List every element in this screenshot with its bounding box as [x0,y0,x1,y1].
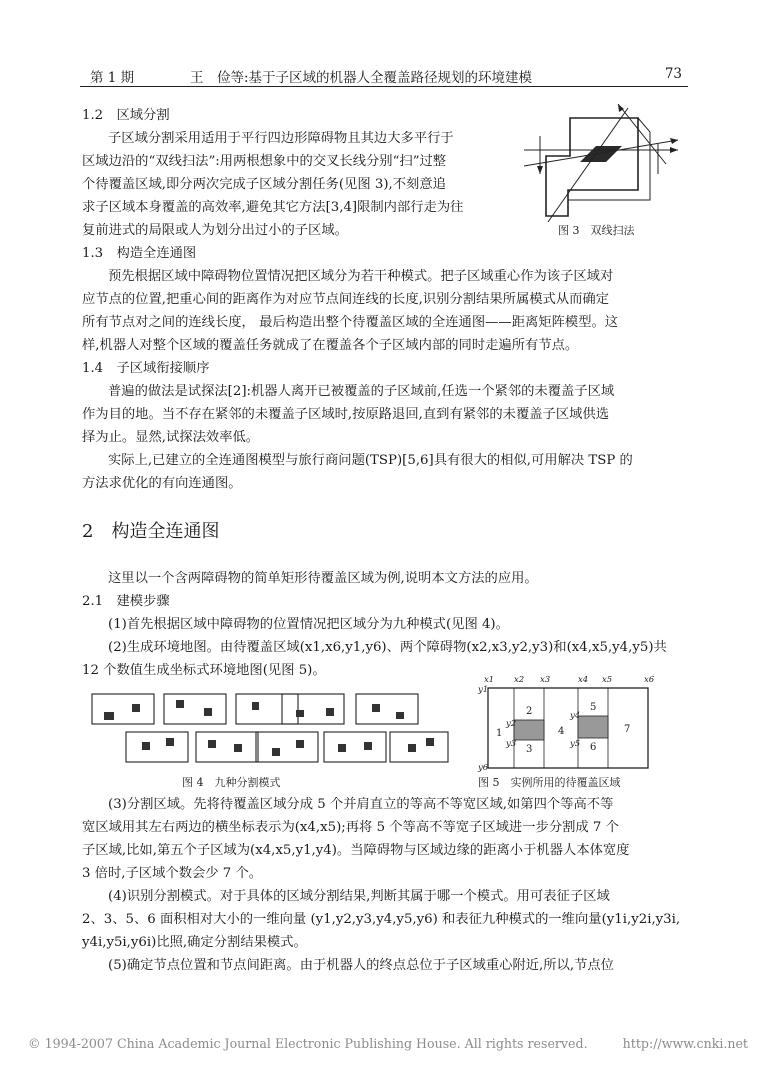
paragraph-line: (2)生成环境地图。由待覆盖区域(x1,x6,y1,y6)、两个障碍物(x2,x3,y2,y3)和(x4,x5,y4,y5)共 [108,640,667,655]
figure-5-region-map [474,676,656,776]
paragraph-line: 子区域分割采用适用于平行四边形障碍物且其边大多平行于 [108,131,454,146]
x-label: x5 [602,676,613,685]
paragraph-line: 所有节点对之间的连线长度， 最后构造出整个待覆盖区域的全连通图——距离矩阵模型。这 [82,315,619,330]
paragraph-line: (3)分割区域。先将待覆盖区域分成 5 个并肩直立的等高不等宽区域,如第四个等高不等 [108,797,614,812]
paragraph-line: 子区域,比如,第五个子区域为(x4,x5,y1,y4)。当障碍物与区域边缘的距离小于机器人本体宽度 [82,843,630,858]
region-label: 4 [558,726,565,737]
paragraph-line: 个待覆盖区域,即分两次完成子区域分割任务(见图 3),不刻意追 [82,177,446,192]
header-rule [80,86,688,87]
region-label: 3 [526,744,533,755]
section-1-2-heading: 1.2 区域分割 [82,108,170,123]
figure-4-caption: 图 4 九种分割模式 [182,776,281,789]
section-1-4-heading: 1.4 子区域衔接顺序 [82,361,210,376]
paragraph-line: (5)确定节点位置和节点间距离。由于机器人的终点总位于子区域重心附近,所以,节点位 [108,958,614,973]
region-label: 1 [496,728,503,739]
y-label: y5 [570,739,581,749]
paragraph-line: (1)首先根据区域中障碍物的位置情况把区域分为九种模式(见图 4)。 [108,617,509,632]
region-label: 5 [590,702,597,713]
page-number: 73 [664,66,682,82]
paragraph-line: 普遍的做法是试探法[2]:机器人离开已被覆盖的子区域前,任选一个紧邻的未覆盖子区域 [108,384,615,399]
x-label: x1 [484,676,495,685]
x-label: x6 [644,676,655,685]
region-label: 6 [590,742,597,753]
y-label: y1 [478,685,489,695]
running-header [80,66,688,86]
paragraph-line: (4)识别分割模式。对于具体的区域分割结果,判断其属于哪一个模式。用可表征子区域 [108,889,610,904]
paragraph-line: y4i,y5i,y6i)比照,确定分割结果模式。 [82,935,307,950]
obstacle-2 [578,716,608,738]
paragraph-line: 应节点的位置,把重心间的距离作为对应节点间连线的长度,识别分割结果所属模式从而确定 [82,292,610,307]
section-1-3-heading: 1.3 构造全连通图 [82,246,197,261]
figure-3-caption: 图 3 双线扫法 [558,224,635,237]
section-2-heading: 2 构造全连通图 [82,521,220,542]
region-label: 7 [624,724,631,735]
paragraph-line: 区域边沿的“双线扫法”:用两根想象中的交叉长线分别“扫”过整 [82,154,447,169]
paragraph-line: 实际上,已建立的全连通图模型与旅行商问题(TSP)[5,6]具有很大的相似,可用解决 TSP 的 [108,453,633,468]
obstacle-1 [514,720,544,740]
y-label: y3 [506,739,517,749]
footer [28,1036,748,1051]
y-label: y4 [570,711,581,721]
x-label: x4 [578,676,589,685]
paragraph-line: 宽区域用其左右两边的横坐标表示为(x4,x5);再将 5 个等高不等宽子区域进一步分割成 7 个 [82,820,619,835]
paragraph-line: 择为止。显然,试探法效率低。 [82,430,260,445]
x-label: x2 [514,676,525,685]
paragraph-line: 复前进式的局限或人为划分出过小的子区域。 [82,223,348,238]
figure-4-nine-patterns [90,690,452,770]
paragraph-line: 方法求优化的有向连通图。 [82,476,242,491]
issue-number: 第 1 期 [90,70,135,86]
figure-3-double-line-sweep [518,104,688,226]
paragraph-line: 作为目的地。当不存在紧邻的未覆盖子区域时,按原路退回,直到有紧邻的未覆盖子区域供选 [82,407,610,422]
paragraph-line: 3 倍时,子区域个数会少 7 个。 [82,866,263,881]
paragraph-line: 这里以一个含两障碍物的简单矩形待覆盖区域为例,说明本文方法的应用。 [108,571,538,586]
section-2-1-heading: 2.1 建模步骤 [82,594,170,609]
paragraph-line: 样,机器人对整个区域的覆盖任务就成了在覆盖各个子区域内部的同时走遍所有节点。 [82,338,579,353]
paragraph-line: 求子区域本身覆盖的高效率,避免其它方法[3,4]限制内部行走为往 [82,200,464,215]
y-label: y6 [478,763,489,773]
footer-url[interactable]: http://www.cnki.net [622,1036,748,1051]
region-label: 2 [526,706,533,717]
figure-5-caption: 图 5 实例所用的待覆盖区域 [478,776,621,789]
running-title: 王 俭等:基于子区域的机器人全覆盖路径规划的环境建模 [190,70,533,86]
paragraph-line: 12 个数值生成坐标式环境地图(见图 5)。 [82,663,326,678]
paragraph-line: 预先根据区域中障碍物位置情况把区域分为若干种模式。把子区域重心作为该子区域对 [108,269,614,284]
y-label: y2 [506,719,517,729]
x-label: x3 [540,676,551,685]
paragraph-line: 2、3、5、6 面积相对大小的一维向量 (y1,y2,y3,y4,y5,y6) 和表征九种模式的一维向量(y1i,y2i,y3i, [82,912,681,927]
copyright-notice: © 1994-2007 China Academic Journal Electronic Publishing House. All rights reserved. [28,1036,588,1051]
